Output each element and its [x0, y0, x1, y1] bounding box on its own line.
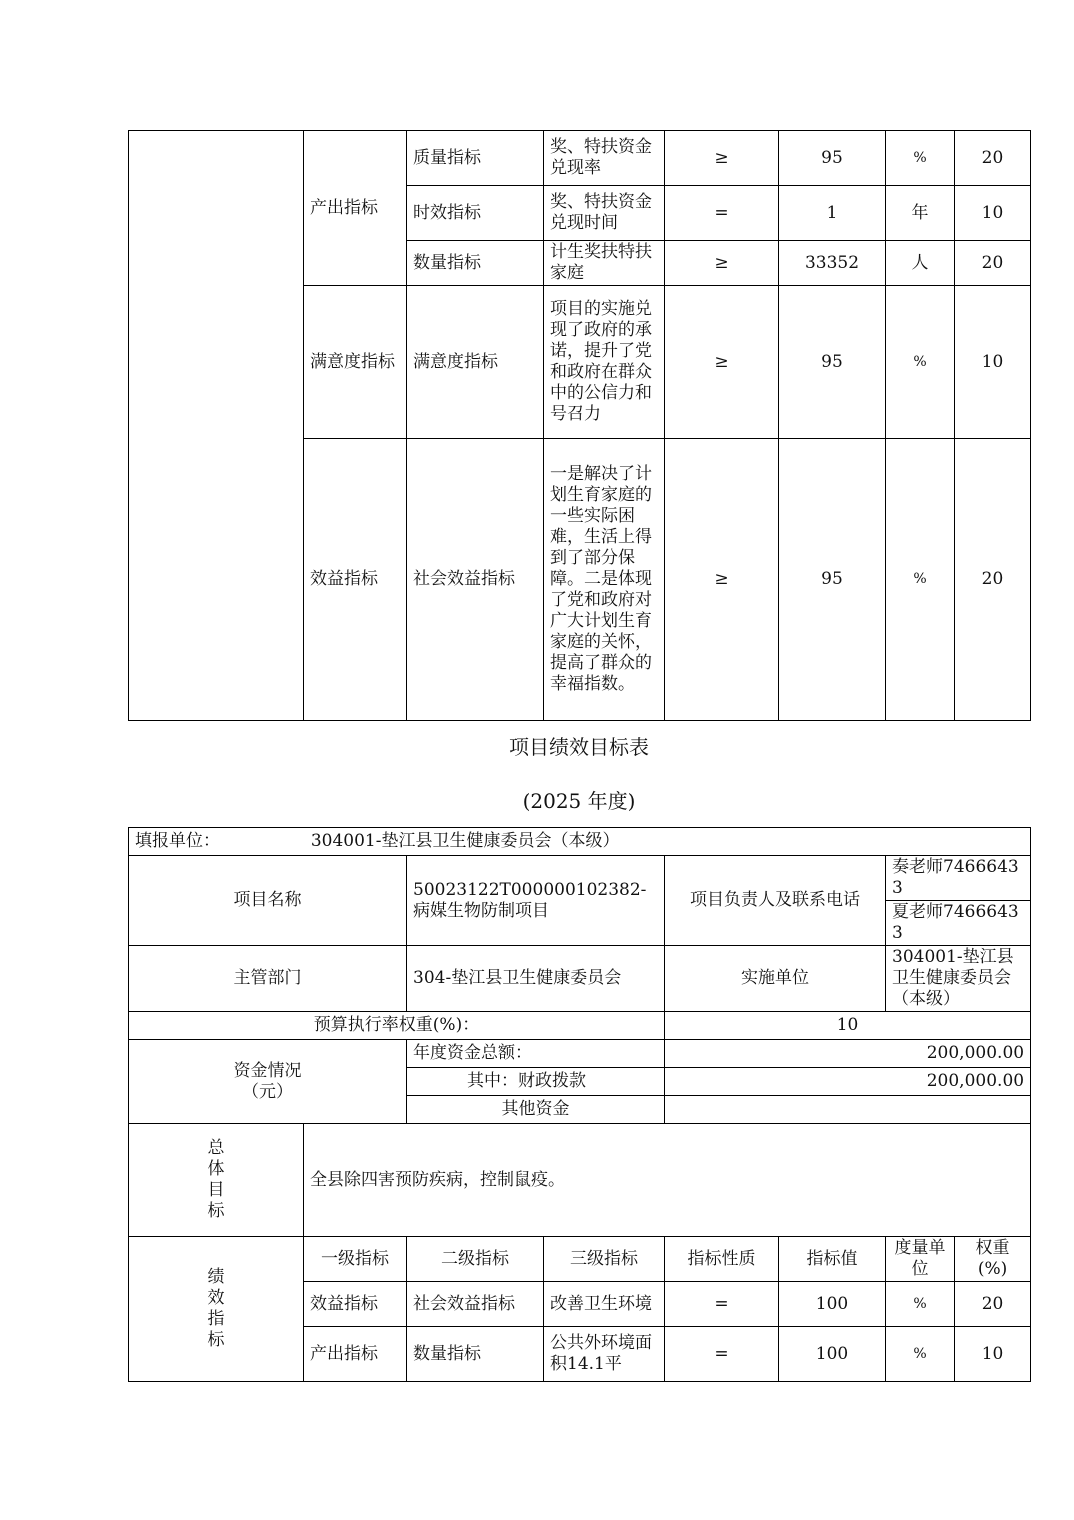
unit-cell: %	[886, 1282, 955, 1327]
unit-cell: %	[886, 1327, 955, 1382]
header-level3: 三级指标	[544, 1237, 665, 1282]
level1-cell: 满意度指标	[304, 286, 407, 439]
nature-cell: ≥	[665, 241, 779, 286]
header-row	[129, 1237, 1031, 1282]
table-row	[129, 1012, 1031, 1040]
value-cell: 33352	[779, 241, 886, 286]
weight-cell: 20	[955, 131, 1031, 186]
reporting-unit-row	[129, 828, 1031, 856]
funds-total-label: 年度资金总额：	[407, 1040, 665, 1068]
budget-weight-label: 预算执行率权重(%)：	[129, 1012, 665, 1040]
level3-cell: 奖、特扶资金兑现率	[544, 131, 665, 186]
table-row	[129, 1124, 1031, 1237]
header-nature: 指标性质	[665, 1237, 779, 1282]
table-row	[129, 131, 1031, 186]
nature-cell: =	[665, 186, 779, 241]
unit-cell: %	[886, 286, 955, 439]
weight-cell: 10	[955, 286, 1031, 439]
level3-cell: 项目的实施兑现了政府的承诺，提升了党和政府在群众中的公信力和号召力	[544, 286, 665, 439]
level3-cell: 公共外环境面积14.1平	[544, 1327, 665, 1382]
contact-2: 夏老师74666433	[886, 901, 1031, 946]
reporting-unit-value: 304001-垫江县卫生健康委员会（本级）	[310, 831, 620, 851]
funds-label: 资金情况（元）	[129, 1040, 407, 1124]
level1-cell: 效益指标	[304, 439, 407, 721]
level2-cell: 数量指标	[407, 1327, 544, 1382]
level2-cell: 满意度指标	[407, 286, 544, 439]
unit-cell: %	[886, 439, 955, 721]
header-unit: 度量单位	[886, 1237, 955, 1282]
table-row	[129, 1040, 1031, 1068]
header-level2: 二级指标	[407, 1237, 544, 1282]
table-row	[129, 946, 1031, 1012]
weight-cell: 20	[955, 241, 1031, 286]
funds-fiscal-value: 200,000.00	[665, 1068, 1031, 1096]
dept-label: 主管部门	[129, 946, 407, 1012]
nature-cell: =	[665, 1327, 779, 1382]
value-cell: 95	[779, 439, 886, 721]
level3-cell: 计生奖扶特扶家庭	[544, 241, 665, 286]
nature-cell: ≥	[665, 286, 779, 439]
level2-cell: 社会效益指标	[407, 1282, 544, 1327]
unit-cell: 年	[886, 186, 955, 241]
nature-cell: ≥	[665, 131, 779, 186]
weight-cell: 10	[955, 1327, 1031, 1382]
performance-target-table	[128, 827, 1031, 1382]
level1-cell: 效益指标	[304, 1282, 407, 1327]
blank-left-cell	[129, 131, 304, 721]
year-subtitle: (2025 年度)	[522, 789, 636, 813]
level2-cell: 数量指标	[407, 241, 544, 286]
upper-indicator-table	[128, 130, 1031, 721]
level3-cell: 改善卫生环境	[544, 1282, 665, 1327]
funds-other-value	[665, 1096, 1031, 1124]
level1-cell: 产出指标	[304, 131, 407, 286]
dept-value: 304-垫江县卫生健康委员会	[407, 946, 665, 1012]
funds-other-label: 其他资金	[407, 1096, 665, 1124]
nature-cell: ≥	[665, 439, 779, 721]
goal-label: 总体目标	[129, 1124, 304, 1237]
contact-label: 项目负责人及联系电话	[665, 856, 886, 946]
weight-cell: 20	[955, 1282, 1031, 1327]
header-value: 指标值	[779, 1237, 886, 1282]
level3-cell: 一是解决了计划生育家庭的一些实际困难，生活上得到了部分保障。二是体现了党和政府对广大计划生育家庭的关怀，提高了群众的幸福指数。	[544, 439, 665, 721]
value-cell: 1	[779, 186, 886, 241]
value-cell: 95	[779, 286, 886, 439]
value-cell: 100	[779, 1282, 886, 1327]
value-cell: 100	[779, 1327, 886, 1382]
value-cell: 95	[779, 131, 886, 186]
unit-cell: %	[886, 131, 955, 186]
impl-value: 304001-垫江县卫生健康委员会（本级）	[886, 946, 1031, 1012]
level3-cell: 奖、特扶资金兑现时间	[544, 186, 665, 241]
reporting-unit-label: 填报单位：	[135, 831, 220, 851]
contact-1: 奏老师74666433	[886, 856, 1031, 901]
level2-cell: 质量指标	[407, 131, 544, 186]
page-title: 项目绩效目标表	[509, 735, 649, 759]
impl-label: 实施单位	[665, 946, 886, 1012]
table-row	[129, 856, 1031, 901]
budget-weight-value: 10	[665, 1012, 1031, 1040]
funds-fiscal-label: 其中：财政拨款	[407, 1068, 665, 1096]
header-weight: 权重(%)	[955, 1237, 1031, 1282]
project-name-value: 50023122T000000102382-病媒生物防制项目	[407, 856, 665, 946]
level1-cell: 产出指标	[304, 1327, 407, 1382]
project-name-label: 项目名称	[129, 856, 407, 946]
unit-cell: 人	[886, 241, 955, 286]
perf-label: 绩效指标	[129, 1237, 304, 1382]
nature-cell: =	[665, 1282, 779, 1327]
weight-cell: 20	[955, 439, 1031, 721]
header-level1: 一级指标	[304, 1237, 407, 1282]
funds-total-value: 200,000.00	[665, 1040, 1031, 1068]
goal-value: 全县除四害预防疾病，控制鼠疫。	[304, 1124, 1031, 1237]
weight-cell: 10	[955, 186, 1031, 241]
level2-cell: 时效指标	[407, 186, 544, 241]
level2-cell: 社会效益指标	[407, 439, 544, 721]
